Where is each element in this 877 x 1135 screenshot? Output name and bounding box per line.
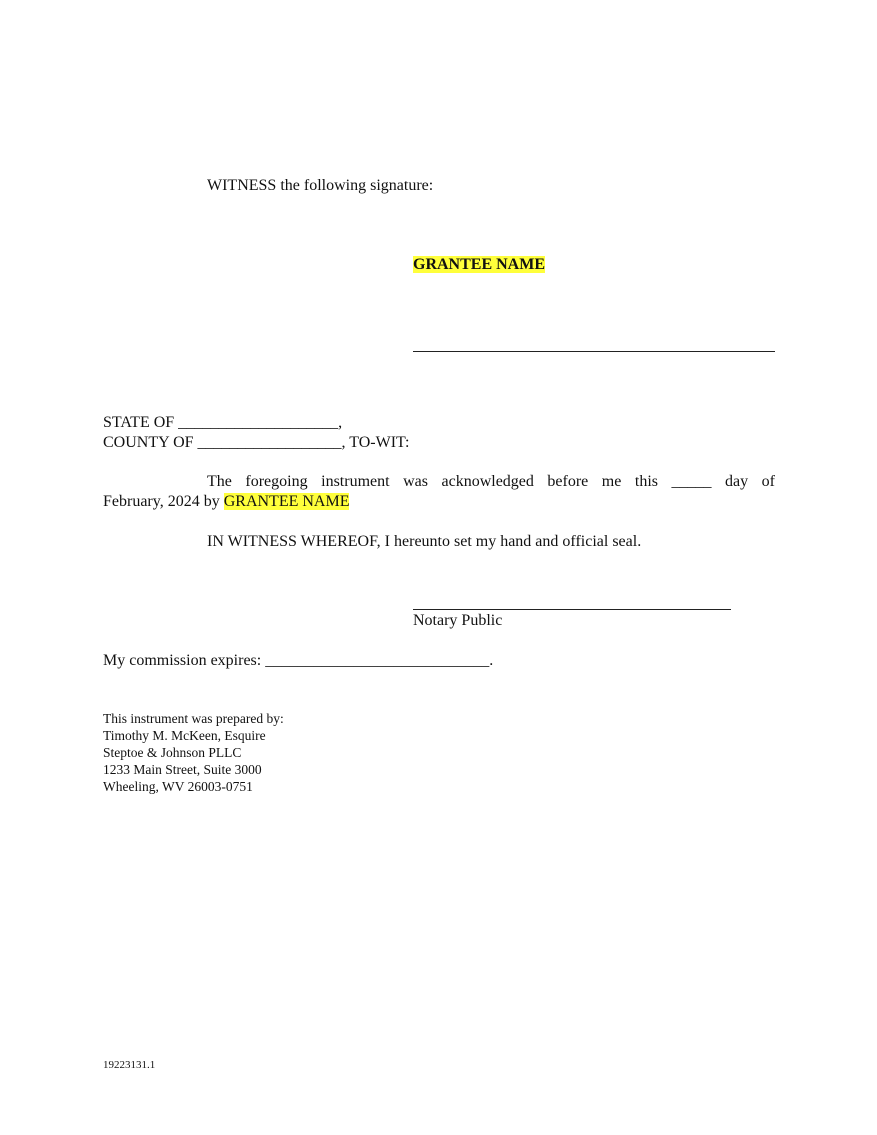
state-line: STATE OF ____________________, [103, 414, 343, 431]
acknowledgment-date-prefix: February, 2024 by [103, 493, 220, 510]
preparer-street: 1233 Main Street, Suite 3000 [103, 762, 262, 777]
preparer-city: Wheeling, WV 26003-0751 [103, 779, 253, 794]
commission-expires: My commission expires: ____________________________. [103, 652, 494, 669]
notary-public-label: Notary Public [413, 612, 503, 629]
preparer-firm: Steptoe & Johnson PLLC [103, 745, 242, 760]
witness-intro: WITNESS the following signature: [207, 177, 434, 194]
acknowledgment-line-2 [103, 492, 349, 512]
acknowledgment-line-1: The foregoing instrument was acknowledged before me this _____ day of [207, 473, 775, 490]
acknowledgment-grantee-name: GRANTEE NAME [223, 493, 350, 510]
in-witness-statement: IN WITNESS WHEREOF, I hereunto set my hand and official seal. [207, 533, 642, 550]
county-line: COUNTY OF __________________, TO-WIT: [103, 434, 410, 451]
document-id: 19223131.1 [103, 1059, 156, 1071]
preparer-name: Timothy M. McKeen, Esquire [103, 728, 266, 743]
grantee-name-highlighted: GRANTEE NAME [413, 256, 546, 273]
prepared-by-heading: This instrument was prepared by: [103, 711, 284, 726]
notary-signature-line [413, 609, 731, 610]
grantee-signature-line [413, 351, 775, 352]
grantee-signature-block [413, 255, 545, 275]
